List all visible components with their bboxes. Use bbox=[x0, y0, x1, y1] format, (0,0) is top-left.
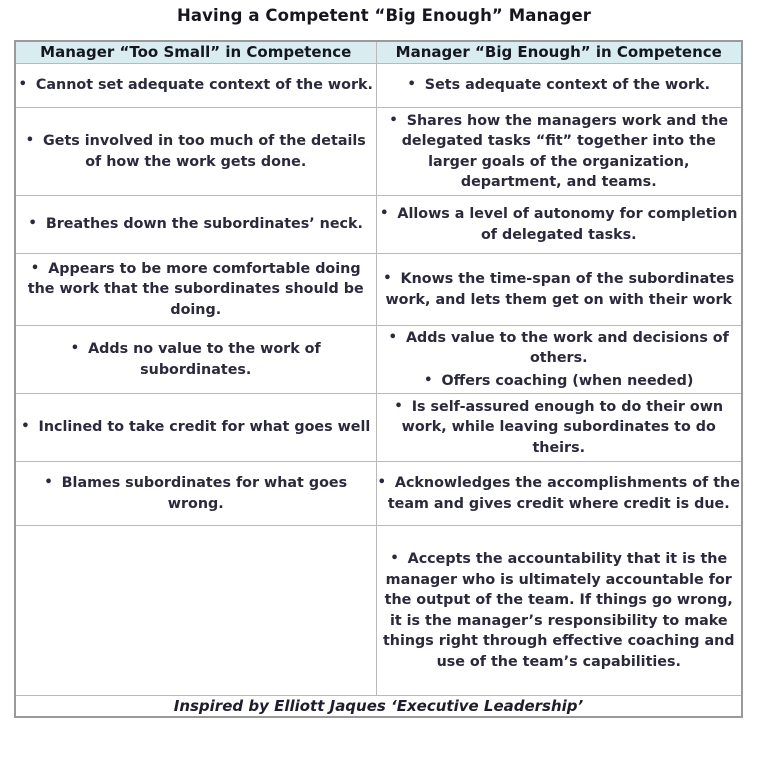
list-item-text: Gets involved in too much of the details of how the work gets done. bbox=[43, 133, 366, 170]
bullet-icon bbox=[394, 399, 411, 415]
cell-too-small bbox=[15, 394, 376, 462]
table-row bbox=[15, 108, 742, 196]
table-row bbox=[15, 526, 742, 696]
list-item bbox=[16, 75, 376, 96]
cell-too-small bbox=[15, 254, 376, 326]
cell-too-small bbox=[15, 196, 376, 254]
list-item bbox=[377, 204, 742, 245]
cell-big-enough bbox=[376, 64, 742, 108]
list-item-text: Breathes down the subordinates’ neck. bbox=[45, 216, 363, 233]
list-item-text: Blames subordinates for what goes wrong. bbox=[61, 475, 348, 512]
table-row bbox=[15, 462, 742, 526]
bullet-icon bbox=[378, 475, 395, 491]
list-item bbox=[377, 397, 742, 459]
list-item-text: Offers coaching (when needed) bbox=[441, 372, 694, 389]
bullet-icon bbox=[424, 373, 441, 389]
list-item bbox=[377, 371, 742, 392]
cell-too-small bbox=[15, 64, 376, 108]
bullet-icon bbox=[407, 77, 424, 93]
list-item-text: Inclined to take credit for what goes well bbox=[38, 419, 371, 436]
table-row bbox=[15, 326, 742, 394]
comparison-table-wrapper bbox=[14, 40, 741, 718]
manager-competence-table bbox=[14, 40, 743, 718]
cell-too-small bbox=[15, 462, 376, 526]
cell-too-small-empty bbox=[15, 526, 376, 696]
list-item-text: Accepts the accountability that it is the manager who is ultimately accountable for the output of the team. If things go wrong, it is the manager’s responsibility to make things right through effective coaching and use of the team’s capabilities. bbox=[382, 551, 735, 670]
list-item-text: Is self-assured enough to do their own work, while leaving subordinates to do theirs. bbox=[401, 398, 724, 456]
bullet-icon bbox=[383, 271, 400, 287]
bullet-icon bbox=[29, 216, 46, 232]
list-item bbox=[16, 473, 376, 514]
table-row bbox=[15, 64, 742, 108]
table-row bbox=[15, 254, 742, 326]
cell-big-enough bbox=[376, 526, 742, 696]
cell-big-enough bbox=[376, 196, 742, 254]
list-item bbox=[16, 131, 376, 172]
list-item-text: Allows a level of autonomy for completion of delegated tasks. bbox=[397, 206, 738, 243]
list-item bbox=[377, 473, 742, 514]
list-item bbox=[16, 259, 376, 321]
list-item bbox=[377, 549, 742, 672]
bullet-icon bbox=[21, 419, 38, 435]
table-header bbox=[15, 41, 742, 64]
table-row bbox=[15, 394, 742, 462]
bullet-icon bbox=[71, 341, 88, 357]
list-item-text: Knows the time-span of the subordinates work, and lets them get on with their work bbox=[385, 271, 735, 308]
list-item bbox=[16, 339, 376, 380]
column-header-too-small: Manager “Too Small” in Competence bbox=[15, 41, 376, 64]
list-item-text: Appears to be more comfortable doing the work that the subordinates should be doing. bbox=[27, 260, 364, 318]
bullet-icon bbox=[390, 551, 407, 567]
cell-big-enough bbox=[376, 394, 742, 462]
cell-too-small bbox=[15, 326, 376, 394]
list-item bbox=[377, 269, 742, 310]
list-item-text: Adds value to the work and decisions of others. bbox=[405, 329, 729, 367]
cell-big-enough bbox=[376, 326, 742, 394]
bullet-icon bbox=[389, 330, 406, 346]
table-source-attribution: Inspired by Elliott Jaques ‘Executive Leadership’ bbox=[15, 696, 742, 718]
list-item-text: Cannot set adequate context of the work. bbox=[35, 77, 373, 94]
bullet-icon bbox=[19, 77, 36, 93]
table-body bbox=[15, 64, 742, 718]
list-item bbox=[377, 111, 742, 193]
list-item-text: Shares how the managers work and the delegated tasks “fit” together into the larger goals of the organization, department, and teams. bbox=[401, 112, 729, 190]
bullet-icon bbox=[31, 261, 48, 277]
list-item-text: Acknowledges the accomplishments of the team and gives credit where credit is due. bbox=[387, 475, 740, 512]
list-item-text: Sets adequate context of the work. bbox=[424, 77, 711, 94]
cell-big-enough bbox=[376, 108, 742, 196]
table-footer-row bbox=[15, 696, 742, 718]
column-header-big-enough: Manager “Big Enough” in Competence bbox=[376, 41, 742, 64]
bullet-icon bbox=[380, 206, 397, 222]
cell-big-enough bbox=[376, 462, 742, 526]
list-item bbox=[377, 328, 742, 369]
list-item bbox=[16, 214, 376, 235]
page-title: Having a Competent “Big Enough” Manager bbox=[177, 6, 591, 25]
cell-too-small bbox=[15, 108, 376, 196]
bullet-icon bbox=[389, 113, 406, 129]
header-row bbox=[15, 41, 742, 64]
cell-big-enough bbox=[376, 254, 742, 326]
list-item bbox=[377, 75, 742, 96]
list-item-text: Adds no value to the work of subordinates. bbox=[88, 341, 321, 378]
bullet-icon bbox=[26, 133, 43, 149]
table-row bbox=[15, 196, 742, 254]
bullet-icon bbox=[44, 475, 61, 491]
list-item bbox=[16, 417, 376, 438]
